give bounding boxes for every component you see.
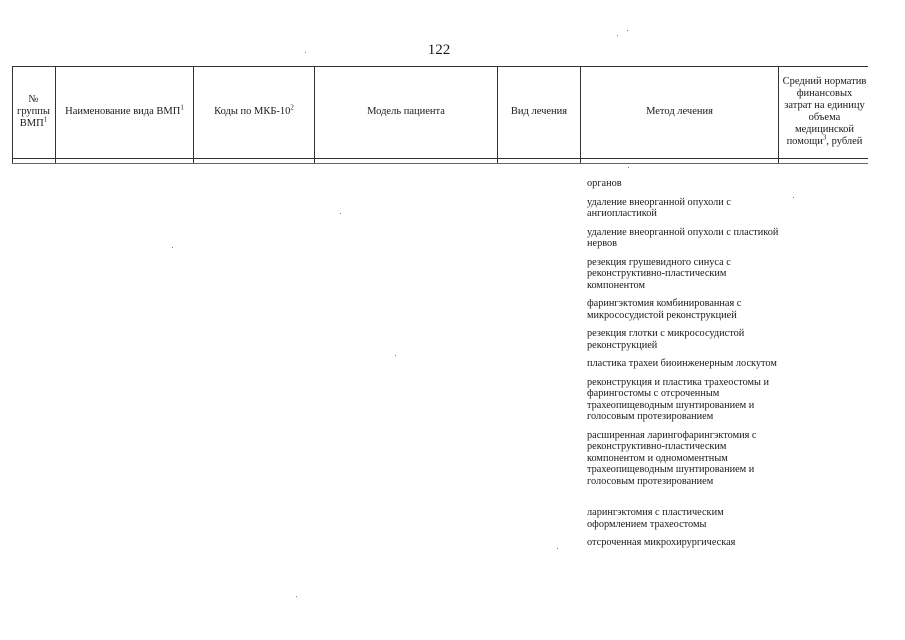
footnote-mark: 2 (290, 103, 294, 112)
method-item: ларингэктомия с пластическим оформлением трахеостомы (587, 507, 724, 530)
scan-speck (305, 52, 306, 53)
table-header-bottom-border (12, 158, 868, 159)
header-icd-codes-text: Коды по МКБ-10 (214, 106, 291, 117)
header-financial-norm-unit: , рублей (826, 136, 863, 147)
scan-speck (617, 35, 618, 36)
table-second-rule (12, 163, 868, 164)
header-financial-norm-text: Средний норматив финансовых затрат на единицу объема медицинской помощи (782, 76, 867, 147)
header-treatment-method-text: Метод лечения (646, 106, 713, 117)
footnote-mark: 1 (43, 115, 48, 124)
header-financial-norm (779, 66, 870, 158)
header-vmp-name-text: Наименование вида ВМП (65, 106, 181, 117)
header-group-number (12, 66, 55, 158)
header-group-number-text: № группы ВМП (17, 94, 50, 129)
footnote-mark: 3 (822, 133, 827, 142)
header-vmp-name (56, 66, 193, 158)
method-item: удаление внеорганной опухоли с ангиопластикой (587, 196, 731, 219)
header-treatment-method (581, 66, 778, 158)
method-item: органов (587, 178, 622, 189)
method-item: фарингэктомия комбинированная с микрососудистой реконструкцией (587, 298, 742, 321)
method-item: расширенная ларингофарингэктомия с реконструктивно-пластическим компонентом и одномоментным трахеопищеводным шунтированием и голосовым протезированием (587, 429, 757, 487)
scan-speck (557, 548, 558, 549)
method-item: резекция глотки с микрососудистой реконструкцией (587, 328, 745, 351)
method-item: пластика трахеи биоинженерным лоскутом (587, 358, 777, 369)
scan-speck (395, 355, 396, 356)
scan-speck (627, 30, 628, 31)
scan-speck (296, 596, 297, 597)
scan-speck (793, 197, 794, 198)
scan-speck (340, 213, 341, 214)
treatment-methods-list (587, 178, 782, 556)
method-item: резекция грушевидного синуса с реконструктивно-пластическим компонентом (587, 256, 731, 291)
header-treatment-type-text: Вид лечения (510, 106, 568, 117)
header-patient-model (315, 66, 497, 158)
method-item: реконструкция и пластика трахеостомы и фарингостомы с отсроченным трахеопищеводным шунтированием и голосовым протезированием (587, 376, 770, 422)
header-patient-model-text: Модель пациента (367, 106, 445, 117)
method-item: отсроченная микрохирургическая (587, 537, 736, 548)
scan-speck (172, 247, 173, 248)
scan-speck (628, 167, 629, 168)
footnote-mark: 1 (180, 103, 184, 112)
header-icd-codes (194, 66, 314, 158)
header-treatment-type (498, 66, 580, 158)
page-number: 122 (427, 42, 451, 58)
method-item: удаление внеорганной опухоли с пластикой нервов (587, 226, 779, 249)
